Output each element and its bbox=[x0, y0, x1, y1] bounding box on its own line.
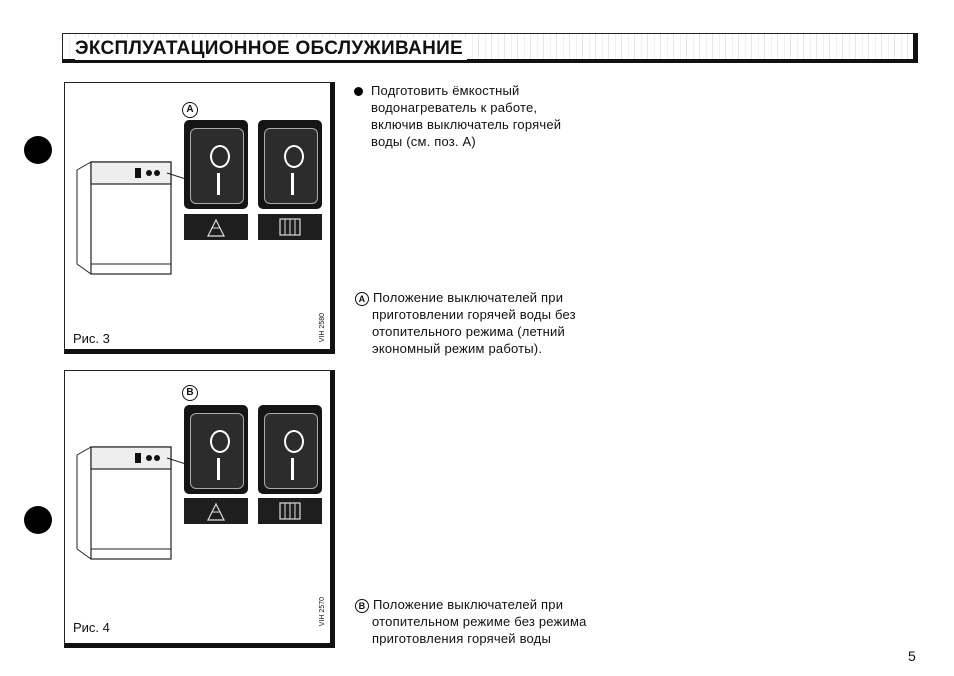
off-symbol bbox=[210, 430, 230, 453]
boiler-illustration bbox=[71, 441, 189, 563]
tap-water-icon bbox=[184, 214, 248, 240]
position-a-paragraph bbox=[355, 289, 576, 357]
figure-marker-a: A bbox=[182, 102, 198, 118]
heating-switch bbox=[258, 405, 322, 494]
intro-line: включив выключатель горячей bbox=[371, 117, 562, 132]
on-symbol bbox=[217, 458, 220, 480]
off-symbol bbox=[210, 145, 230, 168]
margin-bullet-bottom bbox=[24, 506, 52, 534]
boiler-illustration bbox=[71, 156, 189, 278]
bullet-dot bbox=[354, 87, 363, 96]
page-number: 5 bbox=[908, 648, 916, 664]
figure-3 bbox=[64, 82, 335, 354]
on-symbol bbox=[217, 173, 220, 195]
section-title: ЭКСПЛУАТАЦИОННОЕ ОБСЛУЖИВАНИЕ bbox=[75, 38, 467, 60]
position-b-paragraph bbox=[355, 596, 587, 647]
hotwater-switch bbox=[184, 405, 248, 494]
a-line: Положение выключателей при bbox=[373, 290, 564, 305]
a-line: приготовлении горячей воды без bbox=[372, 307, 576, 322]
switch-rocker bbox=[264, 128, 318, 204]
figure-code: VIH 2570 bbox=[319, 597, 326, 627]
marker-a: A bbox=[355, 292, 369, 306]
b-line: приготовления горячей воды bbox=[372, 631, 552, 646]
margin-bullet-top bbox=[24, 136, 52, 164]
intro-line: водонагреватель к работе, bbox=[371, 100, 538, 115]
marker-b: B bbox=[355, 599, 369, 613]
intro-line: воды (см. поз. А) bbox=[371, 134, 476, 149]
switch-rocker bbox=[190, 413, 244, 489]
b-line: отопительном режиме без режима bbox=[372, 614, 587, 629]
tap-water-icon bbox=[184, 498, 248, 524]
figure-label: Рис. 4 bbox=[73, 620, 110, 635]
intro-paragraph bbox=[354, 82, 561, 150]
figure-code: VIH 2580 bbox=[319, 313, 326, 343]
figure-marker-b: B bbox=[182, 385, 198, 401]
off-symbol bbox=[284, 430, 304, 453]
switch-rocker bbox=[190, 128, 244, 204]
figure-4 bbox=[64, 370, 335, 648]
radiator-icon bbox=[258, 214, 322, 240]
on-symbol bbox=[291, 173, 294, 195]
off-symbol bbox=[284, 145, 304, 168]
a-line: экономный режим работы). bbox=[372, 341, 543, 356]
a-line: отопительного режима (летний bbox=[372, 324, 565, 339]
switch-rocker bbox=[264, 413, 318, 489]
heating-switch bbox=[258, 120, 322, 209]
section-header bbox=[62, 33, 918, 63]
hotwater-switch bbox=[184, 120, 248, 209]
intro-line: Подготовить ёмкостный bbox=[371, 83, 520, 98]
b-line: Положение выключателей при bbox=[373, 597, 564, 612]
radiator-icon bbox=[258, 498, 322, 524]
figure-label: Рис. 3 bbox=[73, 331, 110, 346]
on-symbol bbox=[291, 458, 294, 480]
